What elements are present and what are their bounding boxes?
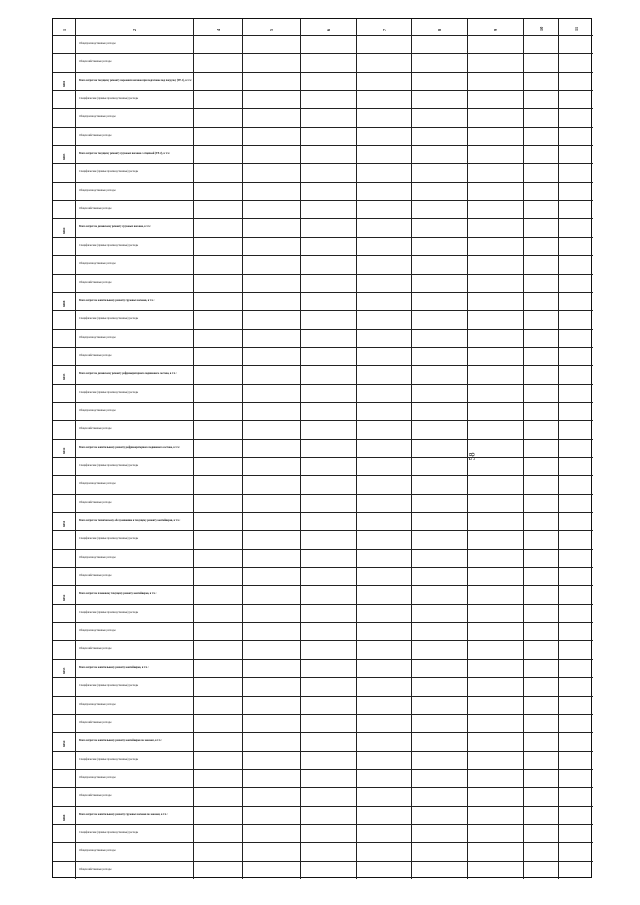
row-description: Специфические (прямые производственные) расходы [79, 830, 139, 834]
row-description: Общехозяйственные расходы [79, 427, 112, 431]
row-description: Общехозяйственные расходы [79, 133, 112, 137]
column-header-number: 10 [538, 26, 544, 31]
column-header-number: 5 [269, 28, 274, 31]
row-code: 6033 [62, 374, 66, 381]
column-header-number: 9 [493, 28, 498, 31]
row-description: Специфические (прямые производственные) расходы [79, 757, 139, 761]
column-header-number: 8 [437, 28, 442, 31]
row-description: Общехозяйственные расходы [79, 500, 112, 504]
column-divider [300, 19, 301, 879]
row-description: Общепроизводственные расходы [79, 188, 116, 192]
row-description: Всего затрат по капитальному ремонту грузовых вагонов по заказам, в т.ч.: [79, 812, 168, 816]
row-description: Специфические (прямые производственные) расходы [79, 610, 139, 614]
rotated-table [52, 18, 592, 878]
row-description: Специфические (прямые производственные) расходы [79, 464, 139, 467]
row-description: Общехозяйственные расходы [79, 207, 112, 211]
row-description: Специфические (прямые производственные) расходы [79, 317, 139, 321]
row-description: Специфические (прямые производственные) расходы [79, 97, 139, 101]
column-header-number: 11 [573, 26, 579, 31]
row-description: Всего затрат по техническому обслуживанию и текущему ремонту контейнеров, в т.ч.: [79, 519, 181, 523]
row-description: Общепроизводственные расходы [79, 555, 116, 559]
row-description: Общехозяйственные расходы [79, 867, 112, 871]
column-header-number: 2 [132, 28, 137, 31]
column-divider [356, 19, 357, 879]
page-number: 58 [467, 452, 477, 461]
row-code: 6060 [62, 814, 66, 821]
row-description: Общепроизводственные расходы [79, 335, 116, 339]
row-description: Общехозяйственные расходы [79, 794, 112, 798]
row-description: Специфические (прямые производственные) расходы [79, 243, 139, 247]
row-description: Специфические (прямые производственные) расходы [79, 684, 139, 688]
row-description: Общепроизводственные расходы [79, 702, 116, 706]
row-description: Общехозяйственные расходы [79, 60, 112, 64]
row-description: Общепроизводственные расходы [79, 115, 116, 119]
row-description: Всего затрат по деповскому ремонту грузовых вагонов, в т.ч.: [79, 225, 152, 229]
row-code: 6053 [62, 667, 66, 674]
row-description: Общепроизводственные расходы [79, 629, 116, 633]
row-description: Общехозяйственные расходы [79, 647, 112, 651]
row-code: 6003 [62, 153, 66, 161]
row-description: Всего затрат по капитальному ремонту контейнеров по заказам, в т.ч.: [79, 739, 162, 743]
row-description: Общепроизводственные расходы [79, 262, 116, 266]
row-description: Общехозяйственные расходы [79, 574, 112, 578]
row-description: Всего затрат по деповскому ремонту рефрижераторного подвижного состава, в т.ч.: [79, 372, 177, 376]
row-description: Всего затрат по капитальному ремонту рефрижераторного подвижного состава, в т.ч.: [79, 445, 181, 449]
column-header-number: 4 [215, 28, 221, 31]
row-description: Всего затрат по плановому текущему ремонту контейнеров, в т.ч.: [79, 592, 157, 596]
column-divider [411, 19, 412, 879]
column-divider [467, 19, 468, 879]
row-description: Всего затрат по капитальному ремонту грузовых вагонов, в т.ч.: [79, 298, 155, 302]
column-divider [75, 19, 76, 879]
row-description: Специфические (прямые производственные) расходы [79, 537, 139, 541]
row-description: Общепроизводственные расходы [79, 849, 116, 853]
column-divider [558, 19, 559, 879]
row-description: Специфические (прямые производственные) расходы [79, 170, 139, 174]
row-description: Общехозяйственные расходы [79, 720, 112, 724]
column-divider [523, 19, 524, 879]
row-description: Общепроизводственные расходы [79, 408, 116, 412]
column-divider [242, 19, 243, 879]
row-code: 6032 [62, 447, 66, 454]
row-description: Общепроизводственные расходы [79, 775, 116, 779]
row-description: Общехозяйственные расходы [79, 353, 112, 357]
row-description: Общепроизводственные расходы [79, 42, 116, 45]
row-description: Специфические (прямые производственные) расходы [79, 390, 139, 394]
row-description: Всего затрат по текущему ремонту грузовых вагонов с отцепкой (ТР-2), в т.ч.: [79, 152, 171, 156]
row-code: 6004 [62, 227, 66, 234]
row-code: 6001 [62, 80, 66, 87]
row-code: 6051 [62, 520, 66, 528]
column-header-number: 1 [62, 28, 67, 31]
row-description: Всего затрат на текущему ремонту порожних вагонов при подготовке под погрузку (ТР-1), в т.ч.: [79, 78, 193, 82]
column-header-number: 7 [381, 28, 387, 31]
row-description: Всего затрат по капитальному ремонту контейнеров, в т.ч.: [79, 665, 149, 669]
row-code: 6054 [62, 741, 66, 748]
row-code: 6052 [62, 594, 66, 601]
row-description: Общехозяйственные расходы [79, 280, 112, 284]
row-code: 6008 [62, 300, 66, 308]
column-header-number: 6 [326, 28, 331, 31]
row-description: Общепроизводственные расходы [79, 482, 116, 486]
